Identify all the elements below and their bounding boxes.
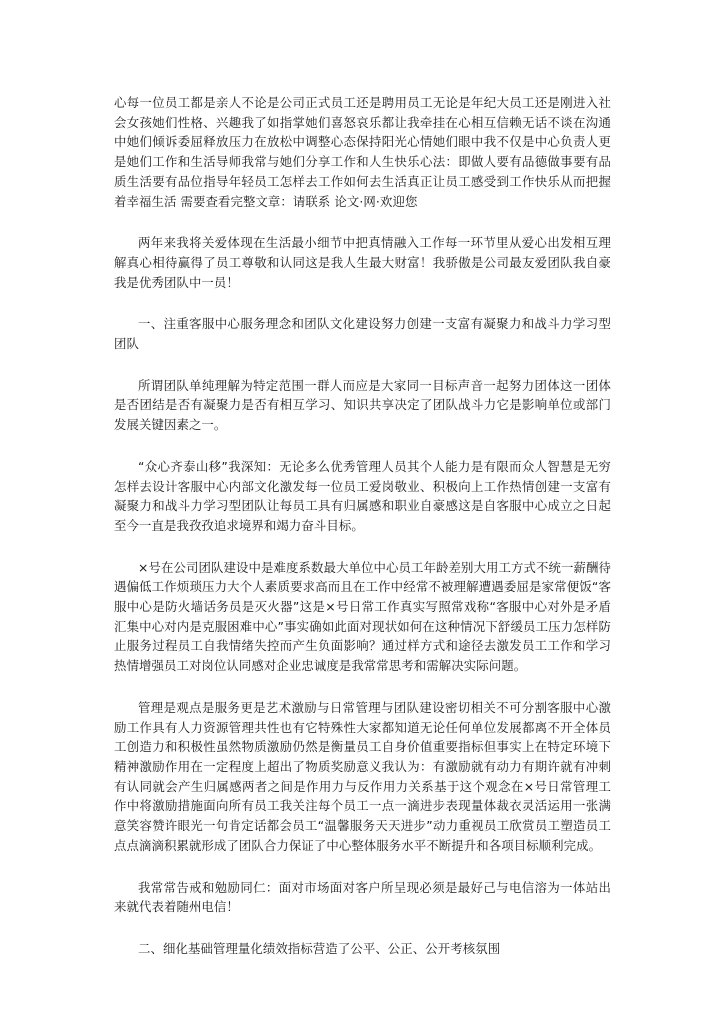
paragraph-two-years: 两年来我将关爱体现在生活最小细节中把真情融入工作每一环节里从爱心出发相互理解真心相待赢得了员工尊敬和认同这是我人生最大财富！我骄傲是公司最友爱团队我自豪我是优秀团队中一员！ bbox=[114, 235, 611, 290]
section-heading-one: 一、注重客服中心服务理念和团队文化建设努力创建一支富有凝聚力和战斗力学习型团队 bbox=[114, 316, 611, 352]
paragraph-exhortation: 我常常告戒和勉励同仁：面对市场面对客户所呈现必须是最好己与电信溶为一体站出来就代表着随州电信！ bbox=[114, 879, 611, 915]
paragraph-continued-intro: 心每一位员工都是亲人不论是公司正式员工还是聘用员工无论是年纪大员工还是刚进入社会女孩她们性格、兴趣我了如指掌她们喜怒哀乐都让我牵挂在心相互信赖无话不谈在沟通中她们倾诉委屈释放压力在放松中调整心态保持阳光心情她们眼中我不仅是中心负责人更是她们工作和生活导师我常与她们分享工作和人生快乐心法：即做人要有品德做事要有品质生活要有品位指导年轻员工怎样去工作如何去生活真正让员工感受到工作快乐从而把握着幸福生活 需要查看完整文章：请联系 论文·网·欢迎您 bbox=[114, 95, 611, 209]
paragraph-management-incentive: 管理是观点是服务更是艺术激励与日常管理与团队建设密切相关不可分割客服中心激励工作具有人力资源管理共性也有它特殊性大家都知道无论任何单位发展都离不开全体员工创造力和积极性虽然物质激励仍然是衡量员工自身价值重要指标但事实上在特定环境下精神激励作用在一定程度上超出了物质奖励意义我认为：有激励就有动力有期许就有冲刺有认同就会产生归属感两者之间是作用力与反作用力关系基于这个观念在×号日常管理工作中将激励措施面向所有员工我关注每个员工一点一滴进步表现量体裁衣灵活运用一张满意笑容赞许眼光一句肯定话都会员工“温馨服务天天进步”动力重视员工欣赏员工塑造员工点点滴滴积累就形成了团队合力保证了中心整体服务水平不断提升和各项目标顺利完成。 bbox=[114, 699, 611, 853]
document-page bbox=[114, 93, 611, 959]
section-heading-two: 二、细化基础管理量化绩效指标营造了公平、公正、公开考核氛围 bbox=[138, 940, 501, 956]
paragraph-team-definition: 所谓团队单纯理解为特定范围一群人而应是大家同一目标声音一起努力团体这一团体是否团结是否有凝聚力是否有相互学习、知识共享决定了团队战斗力它是影响单位或部门发展关键因素之一。 bbox=[114, 377, 611, 433]
paragraph-team-building: ×号在公司团队建设中是难度系数最大单位中心员工年龄差别大用工方式不统一薪酬待遇偏低工作烦琐压力大个人素质要求高而且在工作中经常不被理解遭遇委屈是家常便饭“客服中心是防火墙话务员是灭火器”这是×号日常工作真实写照常戏称“客服中心对外是矛盾汇集中心对内是克服困难中心”事实确如此面对现状如何在这种情况下舒缓员工压力怎样防止服务过程员工自我情绪失控而产生负面影响？通过样方式和途径去激发员工工作和学习热情增强员工对岗位认同感对企业忠诚度是我常常思考和需解决实际问题。 bbox=[114, 559, 611, 674]
paragraph-united-hearts: “众心齐泰山移”我深知：无论多么优秀管理人员其个人能力是有限而众人智慧是无穷怎样去设计客服中心内部文化激发每一位员工爱岗敬业、积极向上工作热情创建一支富有凝聚力和战斗力学习型团队让每员工具有归属感和职业自豪感这是自客服中心成立之日起至今一直是我孜孜追求境界和竭力奋斗目标。 bbox=[114, 458, 611, 533]
